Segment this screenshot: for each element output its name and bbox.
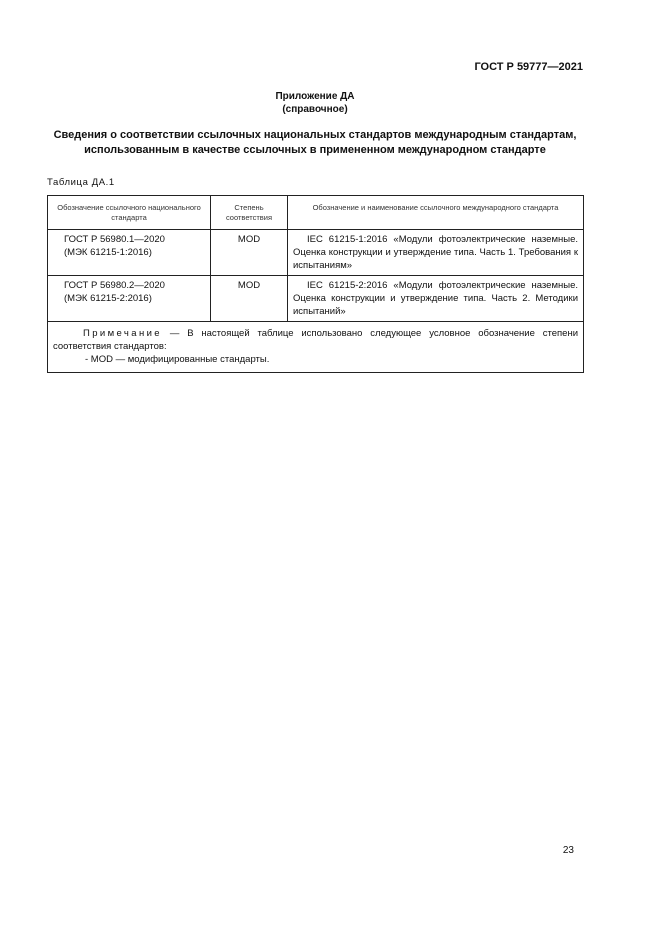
table-header-row [48, 196, 584, 230]
column-header: Обозначение ссылочного национального стандарта [48, 196, 211, 230]
national-standard-cell [48, 276, 211, 322]
international-standard-cell: IEC 61215-2:2016 «Модули фотоэлектрические наземные. Оценка конструкции и утверждение типа. Часть 2. Методики испытаний» [288, 276, 584, 322]
national-standard-code: ГОСТ Р 56980.1—2020 [64, 234, 165, 245]
table-note-row [48, 322, 584, 373]
national-standard-code: ГОСТ Р 56980.2—2020 [64, 280, 165, 291]
table-row [48, 230, 584, 276]
note-label: Примечание [83, 328, 162, 339]
national-standard-cell [48, 230, 211, 276]
international-standard-cell: IEC 61215-1:2016 «Модули фотоэлектрические наземные. Оценка конструкции и утверждение типа. Часть 1. Требования к испытаниям» [288, 230, 584, 276]
appendix-heading: Сведения о соответствии ссылочных национальных стандартов международным стандартам, использованным в качестве ссылочных в примененном международном стандарте [53, 129, 577, 156]
table-row [48, 276, 584, 322]
table-label: Таблица ДА.1 [47, 177, 115, 188]
international-equivalent-code: (МЭК 61215-2:2016) [64, 293, 152, 304]
table-note [48, 322, 584, 373]
degree-cell: MOD [211, 276, 288, 322]
note-list-item: - MOD — модифицированные стандарты. [85, 354, 270, 365]
degree-cell: MOD [211, 230, 288, 276]
note-paragraph [53, 327, 578, 353]
column-header: Обозначение и наименование ссылочного международного стандарта [288, 196, 584, 230]
appendix-subtitle: (справочное) [282, 104, 348, 115]
page-number: 23 [562, 845, 574, 856]
note-text: — В настоящей таблице использовано следующее условное обозначение степени соответствия стандартов: [53, 328, 578, 352]
appendix-title: Приложение ДА [275, 91, 355, 102]
column-header: Степень соответствия [211, 196, 288, 230]
document-code: ГОСТ Р 59777—2021 [474, 61, 583, 73]
correspondence-table [47, 195, 584, 373]
international-equivalent-code: (МЭК 61215-1:2016) [64, 247, 152, 258]
